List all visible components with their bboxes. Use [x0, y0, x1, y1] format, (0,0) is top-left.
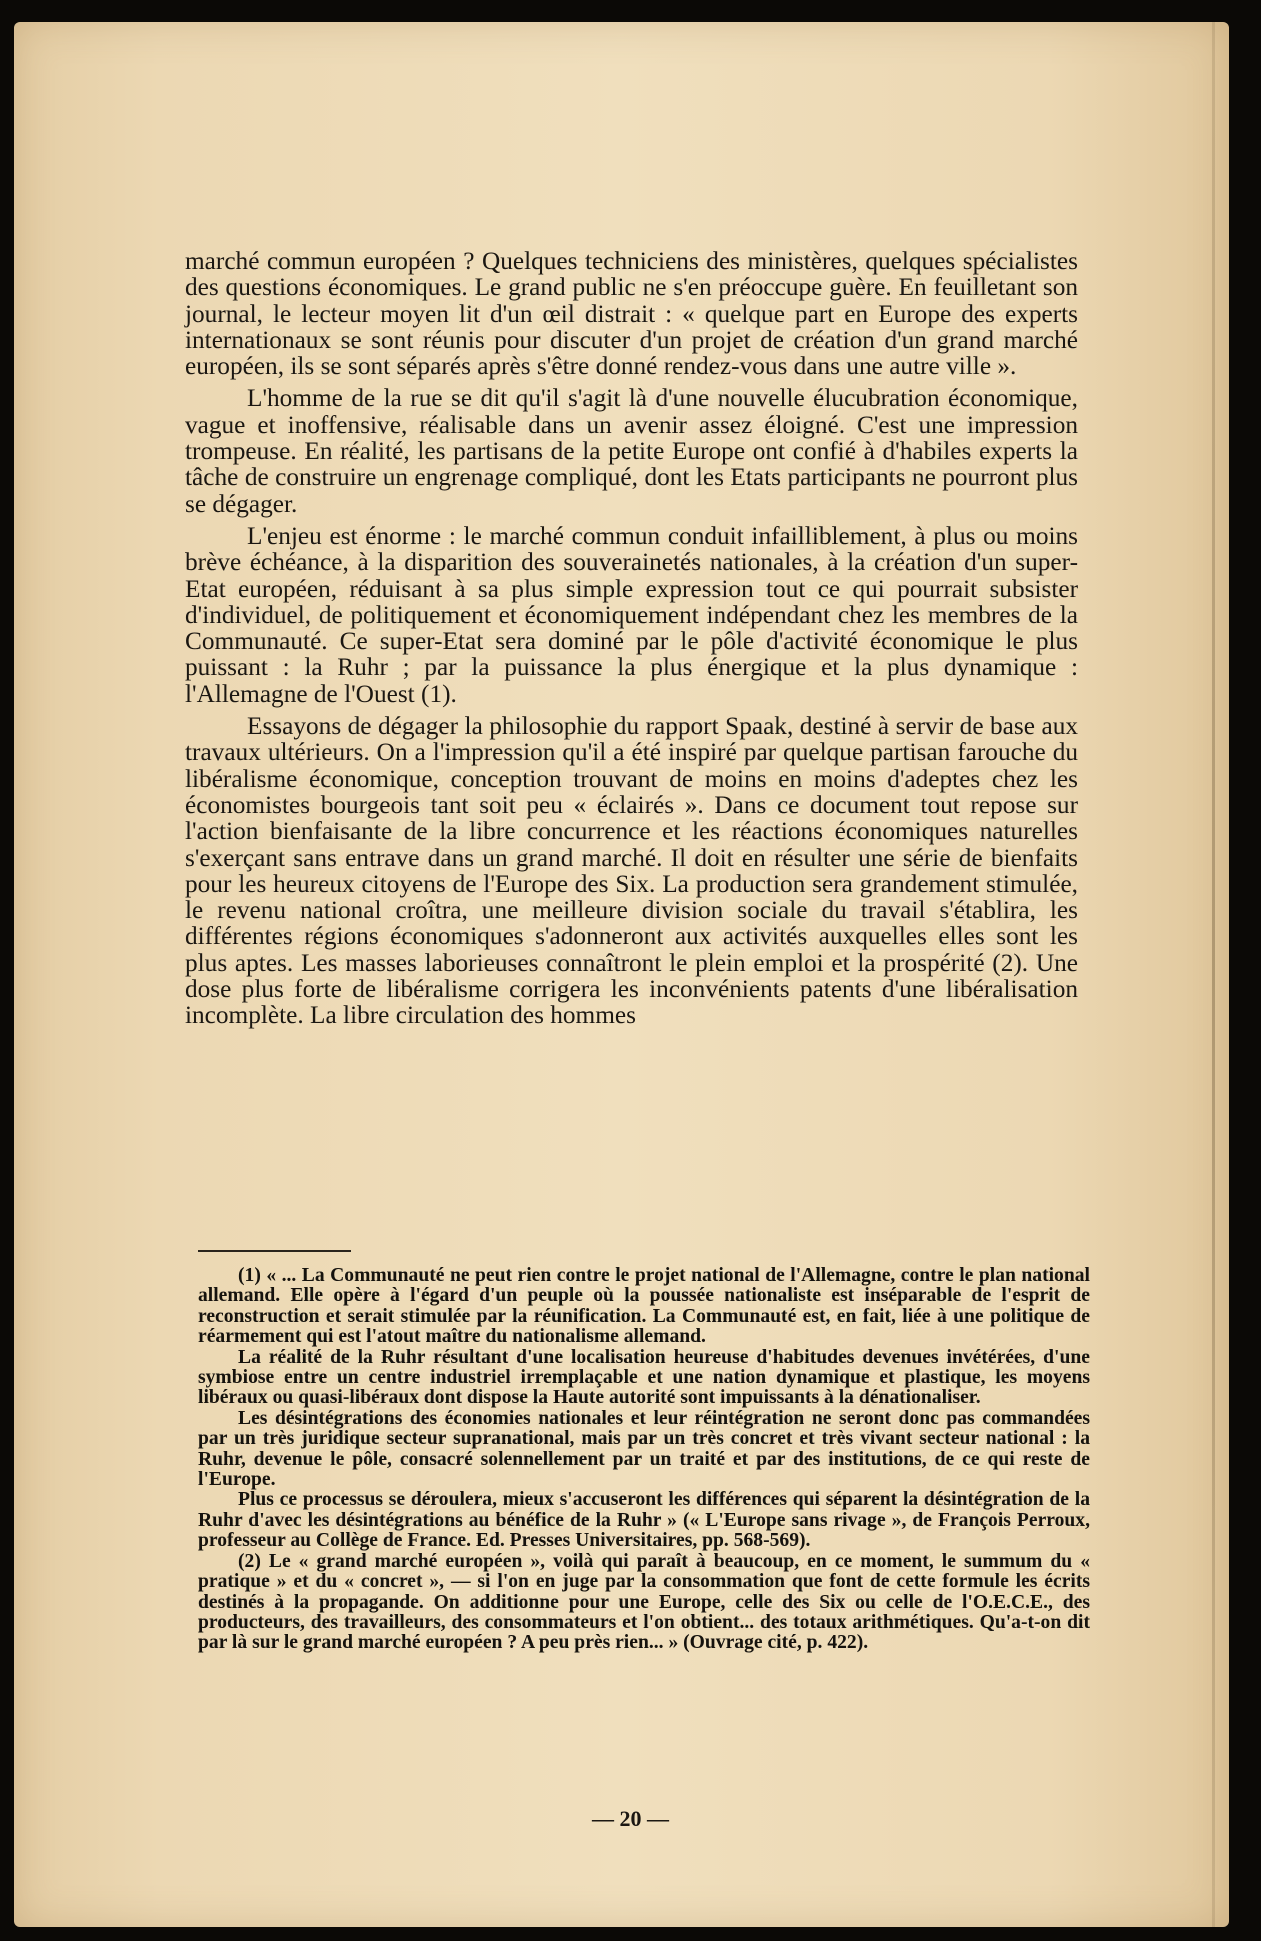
footnote-1: (1) « ... La Communauté ne peut rien contre le projet national de l'Allemagne, contre le plan national allemand. Elle opère à l'égard d'un peuple où la poussée nationaliste est inséparable de l'esprit de reconstruction et serait stimulée par la réunification. La Communauté est, en fait, liée à une politique de réarmement qui est l'atout maître du nationalisme allemand.: [198, 1265, 1090, 1348]
paragraph-3: L'enjeu est énorme : le marché commun conduit infailliblement, à plus ou moins brève échéance, à la disparition des souverainetés nationales, à la création d'un super-Etat européen, réduisant à sa plus simple expression tout ce qui pourrait subsister d'individuel, de politiquement et économiquement indépendant chez les membres de la Communauté. Ce super-Etat sera dominé par le pôle d'activité économique le plus puissant : la Ruhr ; par la puissance la plus énergique et la plus dynamique : l'Allemagne de l'Ouest (1).: [185, 521, 1078, 708]
footnote-2: (2) Le « grand marché européen », voilà qui paraît à beaucoup, en ce moment, le summum du « pratique » et du « concret », — si l'on en juge par la consommation que font de cette formule les écrits destinés à la propagande. On additionne pour une Europe, celle des Six ou celle de l'O.E.C.E., des producteurs, des travailleurs, des consommateurs et l'on obtient... des totaux arithmétiques. Qu'a-t-on dit par là sur le grand marché européen ? A peu près rien... » (Ouvrage cité, p. 422).: [198, 1550, 1090, 1654]
paragraph-4: Essayons de dégager la philosophie du rapport Spaak, destiné à servir de base aux travaux ultérieurs. On a l'impression qu'il a été inspiré par quelque partisan farouche du libéralisme économique, conception trouvant de moins en moins d'adeptes chez les économistes bourgeois tant soit peu « éclairés ». Dans ce document tout repose sur l'action bienfaisante de la libre concurrence et les réactions économiques naturelles s'exerçant sans entrave dans un grand marché. Il doit en résulter une série de bienfaits pour les heureux citoyens de l'Europe des Six. La production sera grandement stimulée, le revenu national croîtra, une meilleure division sociale du travail s'établira, les différentes régions économiques s'adonneront aux activités auxquelles elles sont les plus aptes. Les masses laborieuses connaîtront le plein emploi et la prospérité (2). Une dose plus forte de libéralisme corrigera les inconvénients patents d'une libéralisation incomplète. La libre circulation des hommes: [185, 712, 1078, 1030]
footnotes: [198, 1266, 1090, 1654]
footnote-1-continued-b: Les désintégrations des économies nationales et leur réintégration ne seront donc pas commandées par un très juridique secteur supranational, mais par un très concret et très vivant secteur national : la Ruhr, devenue le pôle, consacré solennellement par un traité et par des institutions, de ce qui reste de l'Europe.: [198, 1407, 1090, 1491]
footnote-separator: [198, 1250, 351, 1252]
paragraph-1: marché commun européen ? Quelques techniciens des ministères, quelques spécialistes des questions économiques. Le grand public ne s'en préoccupe guère. En feuilletant son journal, le lecteur moyen lit d'un œil distrait : « quelque part en Europe des experts internationaux se sont réunis pour discuter d'un projet de création d'un grand marché européen, ils se sont séparés après s'être donné rendez-vous dans une autre ville ».: [185, 247, 1078, 381]
paragraph-2: L'homme de la rue se dit qu'il s'agit là d'une nouvelle élucubration économique, vague et inoffensive, réalisable dans un avenir assez éloigné. C'est une impression trompeuse. En réalité, les partisans de la petite Europe ont confié à d'habiles experts la tâche de construire un engrenage compliqué, dont les Etats participants ne pourront plus se dégager.: [185, 384, 1078, 518]
page-number: — 20 —: [592, 1806, 669, 1831]
footnote-1-continued-c: Plus ce processus se déroulera, mieux s'accuseront les différences qui séparent la désintégration de la Ruhr d'avec les désintégrations au bénéfice de la Ruhr » (« L'Europe sans rivage », de François Perroux, professeur au Collège de France. Ed. Presses Universitaires, pp. 568-569).: [198, 1489, 1090, 1552]
footnote-1-continued-a: La réalité de la Ruhr résultant d'une localisation heureuse d'habitudes devenues invétérées, d'une symbiose entre un centre industriel irremplaçable et une nation dynamique et plastique, les moyens libéraux ou quasi-libéraux dont dispose la Haute autorité sont impuissants à la dénationaliser.: [198, 1346, 1090, 1409]
body-text: [185, 248, 1078, 1035]
